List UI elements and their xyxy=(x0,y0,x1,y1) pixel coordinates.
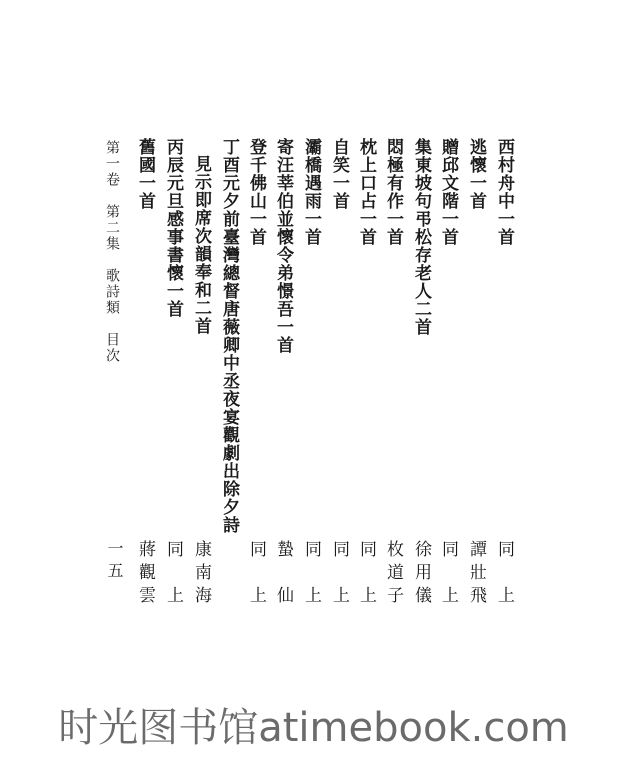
toc-entry-author: 同 上 xyxy=(246,540,266,609)
toc-entry-author: 同 上 xyxy=(163,540,183,609)
toc-entry-title: 丁酉元夕前臺灣總督唐薇卿中丞夜宴觀劇出除夕詩 xyxy=(219,138,239,534)
toc-entry-title: 舊國一首 xyxy=(135,138,155,210)
toc-entry-title: 逃懷一首 xyxy=(466,138,486,210)
toc-entry-author: 枚道子 xyxy=(383,540,403,609)
watermark-text: 时光图书馆atimebook.com xyxy=(58,704,569,751)
toc-entry-author: 譚壯飛 xyxy=(466,540,486,609)
toc-entry-title: 丙辰元旦感事書懷一首 xyxy=(163,138,183,318)
toc-entry-title: 自笑一首 xyxy=(329,138,349,210)
toc-entry-title: 灞橋遇雨一首 xyxy=(301,138,321,246)
toc-entry-title: 集東坡句弔松存老人二首 xyxy=(411,138,431,336)
toc-entry-author: 同 上 xyxy=(329,540,349,609)
toc-entry-title: 寄汪莘伯並懷令弟憬吾一首 xyxy=(273,138,293,354)
toc-entry-author: 康南海 xyxy=(191,540,211,609)
toc-entry-title: 見示即席次韻奉和二首 xyxy=(191,155,211,335)
toc-entry-author: 同 上 xyxy=(494,540,514,609)
toc-entry-title: 枕上口占一首 xyxy=(356,138,376,246)
toc-entry-title: 登千佛山一首 xyxy=(246,138,266,246)
page-number: 一五 xyxy=(105,540,124,584)
toc-entry-title: 贈邱文階一首 xyxy=(438,138,458,246)
toc-entry-title: 悶極有作一首 xyxy=(383,138,403,246)
toc-entry-author: 同 上 xyxy=(438,540,458,609)
toc-entry-author: 蟄 仙 xyxy=(273,540,293,609)
running-header: 第一卷 第二集 歌詩類 目次 xyxy=(104,140,120,364)
toc-entry-author: 同 上 xyxy=(356,540,376,609)
toc-entry-author: 徐用儀 xyxy=(411,540,431,609)
toc-entry-title: 西村舟中一首 xyxy=(494,138,514,246)
toc-entry-author: 蔣觀雲 xyxy=(135,540,155,609)
toc-entry-author: 同 上 xyxy=(301,540,321,609)
